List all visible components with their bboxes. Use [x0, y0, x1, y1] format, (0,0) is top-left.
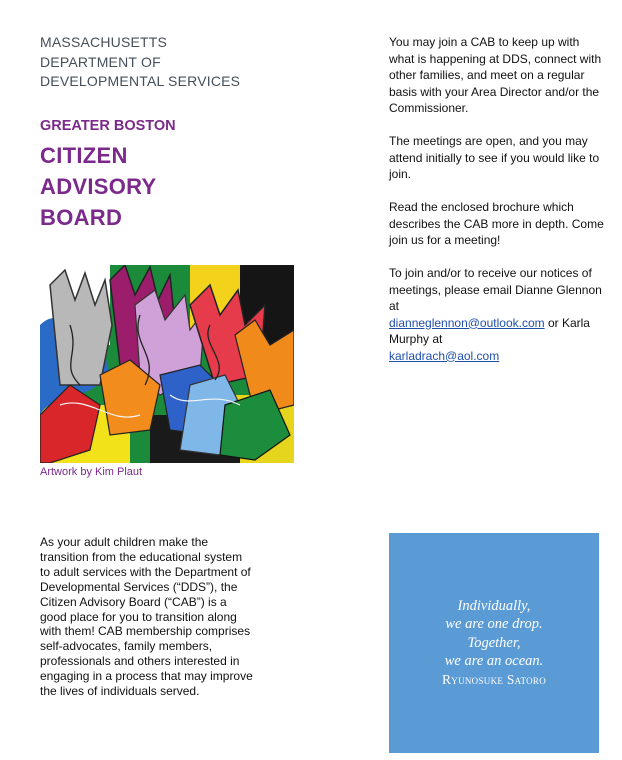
- title-line-1: CITIZEN: [40, 143, 128, 168]
- intro-paragraph: As your adult children make the transition from the educational system to adult services with the Department of Developmental Services (“DDS”), the Citizen Advisory Board (“CAB”) is a good place for you to transition along with them! CAB membership comprises self-advocates, family members, professionals and others interested in engaging in a process that may improve the lives of individuals served.: [40, 535, 253, 699]
- hands-artwork-illustration: [40, 265, 294, 463]
- right-column: [389, 34, 604, 381]
- agency-name: [40, 33, 240, 92]
- quote-author: Ryunosuke Satoro: [441, 671, 547, 687]
- title-line-3: BOARD: [40, 205, 123, 230]
- artwork-caption: Artwork by Kim Plaut: [40, 466, 143, 478]
- quote-box: [389, 533, 599, 753]
- quote-line-4: we are an ocean.: [444, 653, 544, 670]
- email-link-dianne[interactable]: dianneglennon@outlook.com: [389, 315, 545, 330]
- open-meetings-paragraph: The meetings are open, and you may attend initially to see if you would like to join.: [389, 134, 600, 181]
- email-link-karla[interactable]: karladrach@aol.com: [389, 348, 500, 363]
- contact-mid-text: or Karla Murphy at: [389, 315, 590, 346]
- agency-line-2: DEPARTMENT OF: [40, 53, 161, 70]
- join-paragraph: You may join a CAB to keep up with what is happening at DDS, connect with other families, and meet on a regular basis with your Area Director and/or the Commissioner.: [389, 35, 602, 115]
- quote-line-3: Together,: [467, 634, 521, 651]
- agency-line-1: MASSACHUSETTS: [40, 34, 168, 50]
- title-line-2: ADVISORY: [40, 174, 157, 199]
- brochure-paragraph: Read the enclosed brochure which describes the CAB more in depth. Come join us for a meeting!: [389, 200, 604, 247]
- board-title: [40, 140, 157, 233]
- artwork-image: [40, 265, 294, 463]
- agency-line-3: DEVELOPMENTAL SERVICES: [40, 73, 241, 89]
- contact-lead-text: To join and/or to receive our notices of meetings, please email Dianne Glennon at: [389, 266, 602, 313]
- quote-line-2: we are one drop.: [445, 616, 543, 633]
- contact-paragraph: [389, 265, 604, 364]
- quote-line-1: Individually,: [457, 597, 531, 614]
- region-heading: GREATER BOSTON: [40, 118, 176, 134]
